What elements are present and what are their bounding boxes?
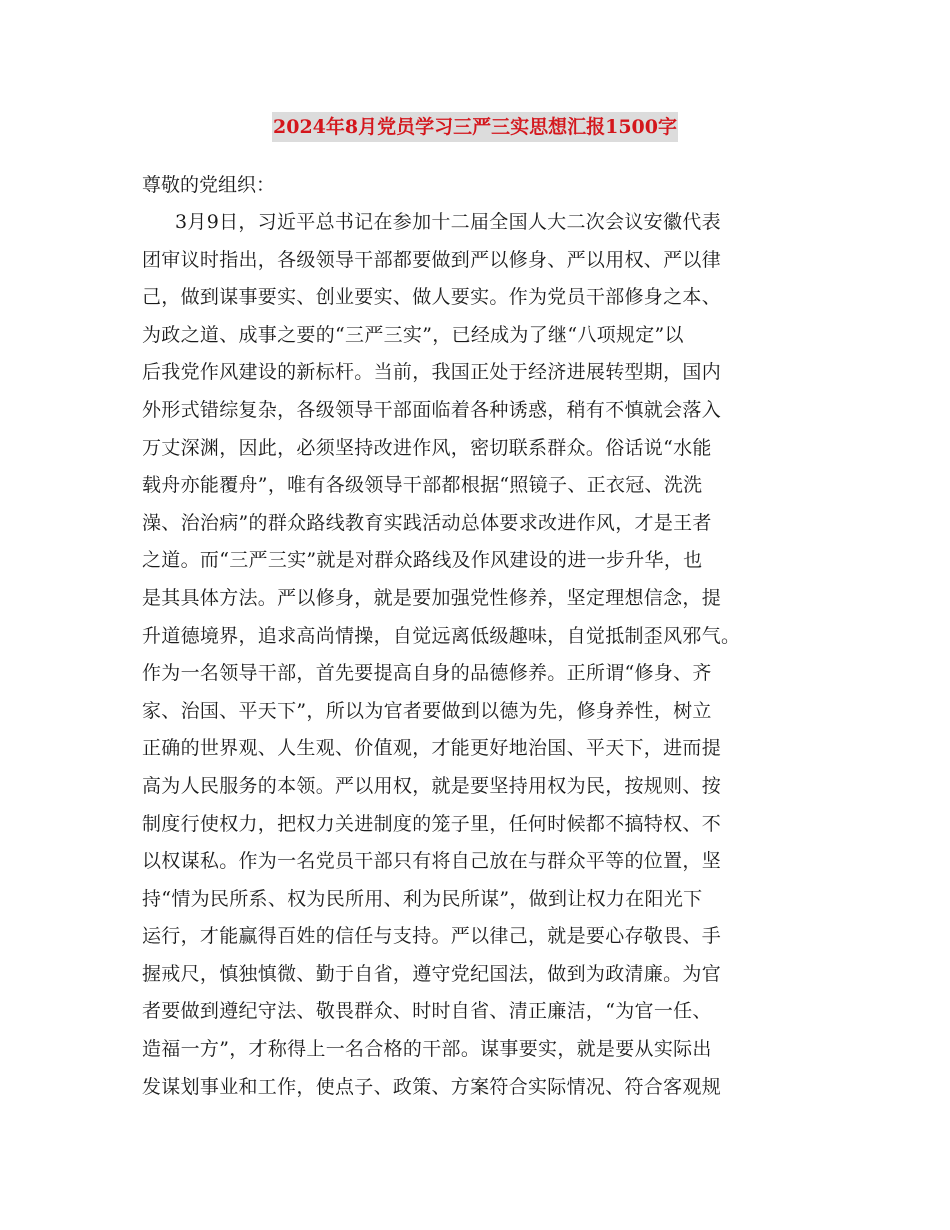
title-container	[0, 112, 950, 142]
body-line: 持“情为民所系、权为民所用、利为民所谋”，做到让权力在阳光下	[142, 887, 703, 910]
document-title: 2024年8月党员学习三严三实思想汇报1500字	[272, 112, 678, 142]
body-line: 外形式错综复杂，各级领导干部面临着各种诱惑，稍有不慎就会落入	[142, 398, 722, 421]
body-line: 造福一方”，才称得上一名合格的干部。谋事要实，就是要从实际出	[142, 1038, 712, 1061]
body-line: 发谋划事业和工作，使点子、政策、方案符合实际情况、符合客观规	[142, 1075, 722, 1098]
salutation: 尊敬的党组织：	[142, 174, 276, 196]
body-line: 运行，才能赢得百姓的信任与支持。严以律己，就是要心存敬畏、手	[142, 925, 722, 948]
body-line: 之道。而“三严三实”就是对群众路线及作风建设的进一步升华，也	[142, 549, 703, 572]
body-line: 家、治国、平天下”，所以为官者要做到以德为先，修身养性，树立	[142, 699, 712, 722]
body-line: 高为人民服务的本领。严以用权，就是要坚持用权为民，按规则、按	[142, 774, 722, 797]
body-line: 者要做到遵纪守法、敬畏群众、时时自省、清正廉洁，“为官一任、	[142, 1000, 712, 1023]
body-line: 升道德境界，追求高尚情操，自觉远离低级趣味，自觉抵制歪风邪气。	[142, 624, 741, 647]
body-line: 澡、治治病”的群众路线教育实践活动总体要求改进作风，才是王者	[142, 511, 712, 534]
body-line: 3月9日，习近平总书记在参加十二届全国人大二次会议安徽代表	[175, 211, 721, 233]
body-line: 为政之道、成事之要的“三严三实”，已经成为了继“八项规定”以	[142, 323, 684, 346]
body-line: 是其具体方法。严以修身，就是要加强党性修养，坚定理想信念，提	[142, 586, 722, 609]
body-text	[142, 204, 822, 1106]
body-line: 握戒尺，慎独慎微、勤于自省，遵守党纪国法，做到为政清廉。为官	[142, 962, 722, 985]
body-line: 团审议时指出，各级领导干部都要做到严以修身、严以用权、严以律	[142, 248, 722, 271]
body-line: 正确的世界观、人生观、价值观，才能更好地治国、平天下，进而提	[142, 737, 722, 760]
body-line: 制度行使权力，把权力关进制度的笼子里，任何时候都不搞特权、不	[142, 812, 722, 835]
body-line: 载舟亦能覆舟”，唯有各级领导干部都根据“照镜子、正衣冠、洗洗	[142, 474, 703, 497]
body-line: 作为一名领导干部，首先要提高自身的品德修养。正所谓“修身、齐	[142, 662, 712, 685]
body-line: 后我党作风建设的新标杆。当前，我国正处于经济进展转型期，国内	[142, 361, 722, 384]
body-line: 己，做到谋事要实、创业要实、做人要实。作为党员干部修身之本、	[142, 286, 722, 309]
body-line: 万丈深渊，因此，必须坚持改进作风，密切联系群众。俗话说“水能	[142, 436, 712, 459]
body-line: 以权谋私。作为一名党员干部只有将自己放在与群众平等的位置，坚	[142, 850, 722, 873]
